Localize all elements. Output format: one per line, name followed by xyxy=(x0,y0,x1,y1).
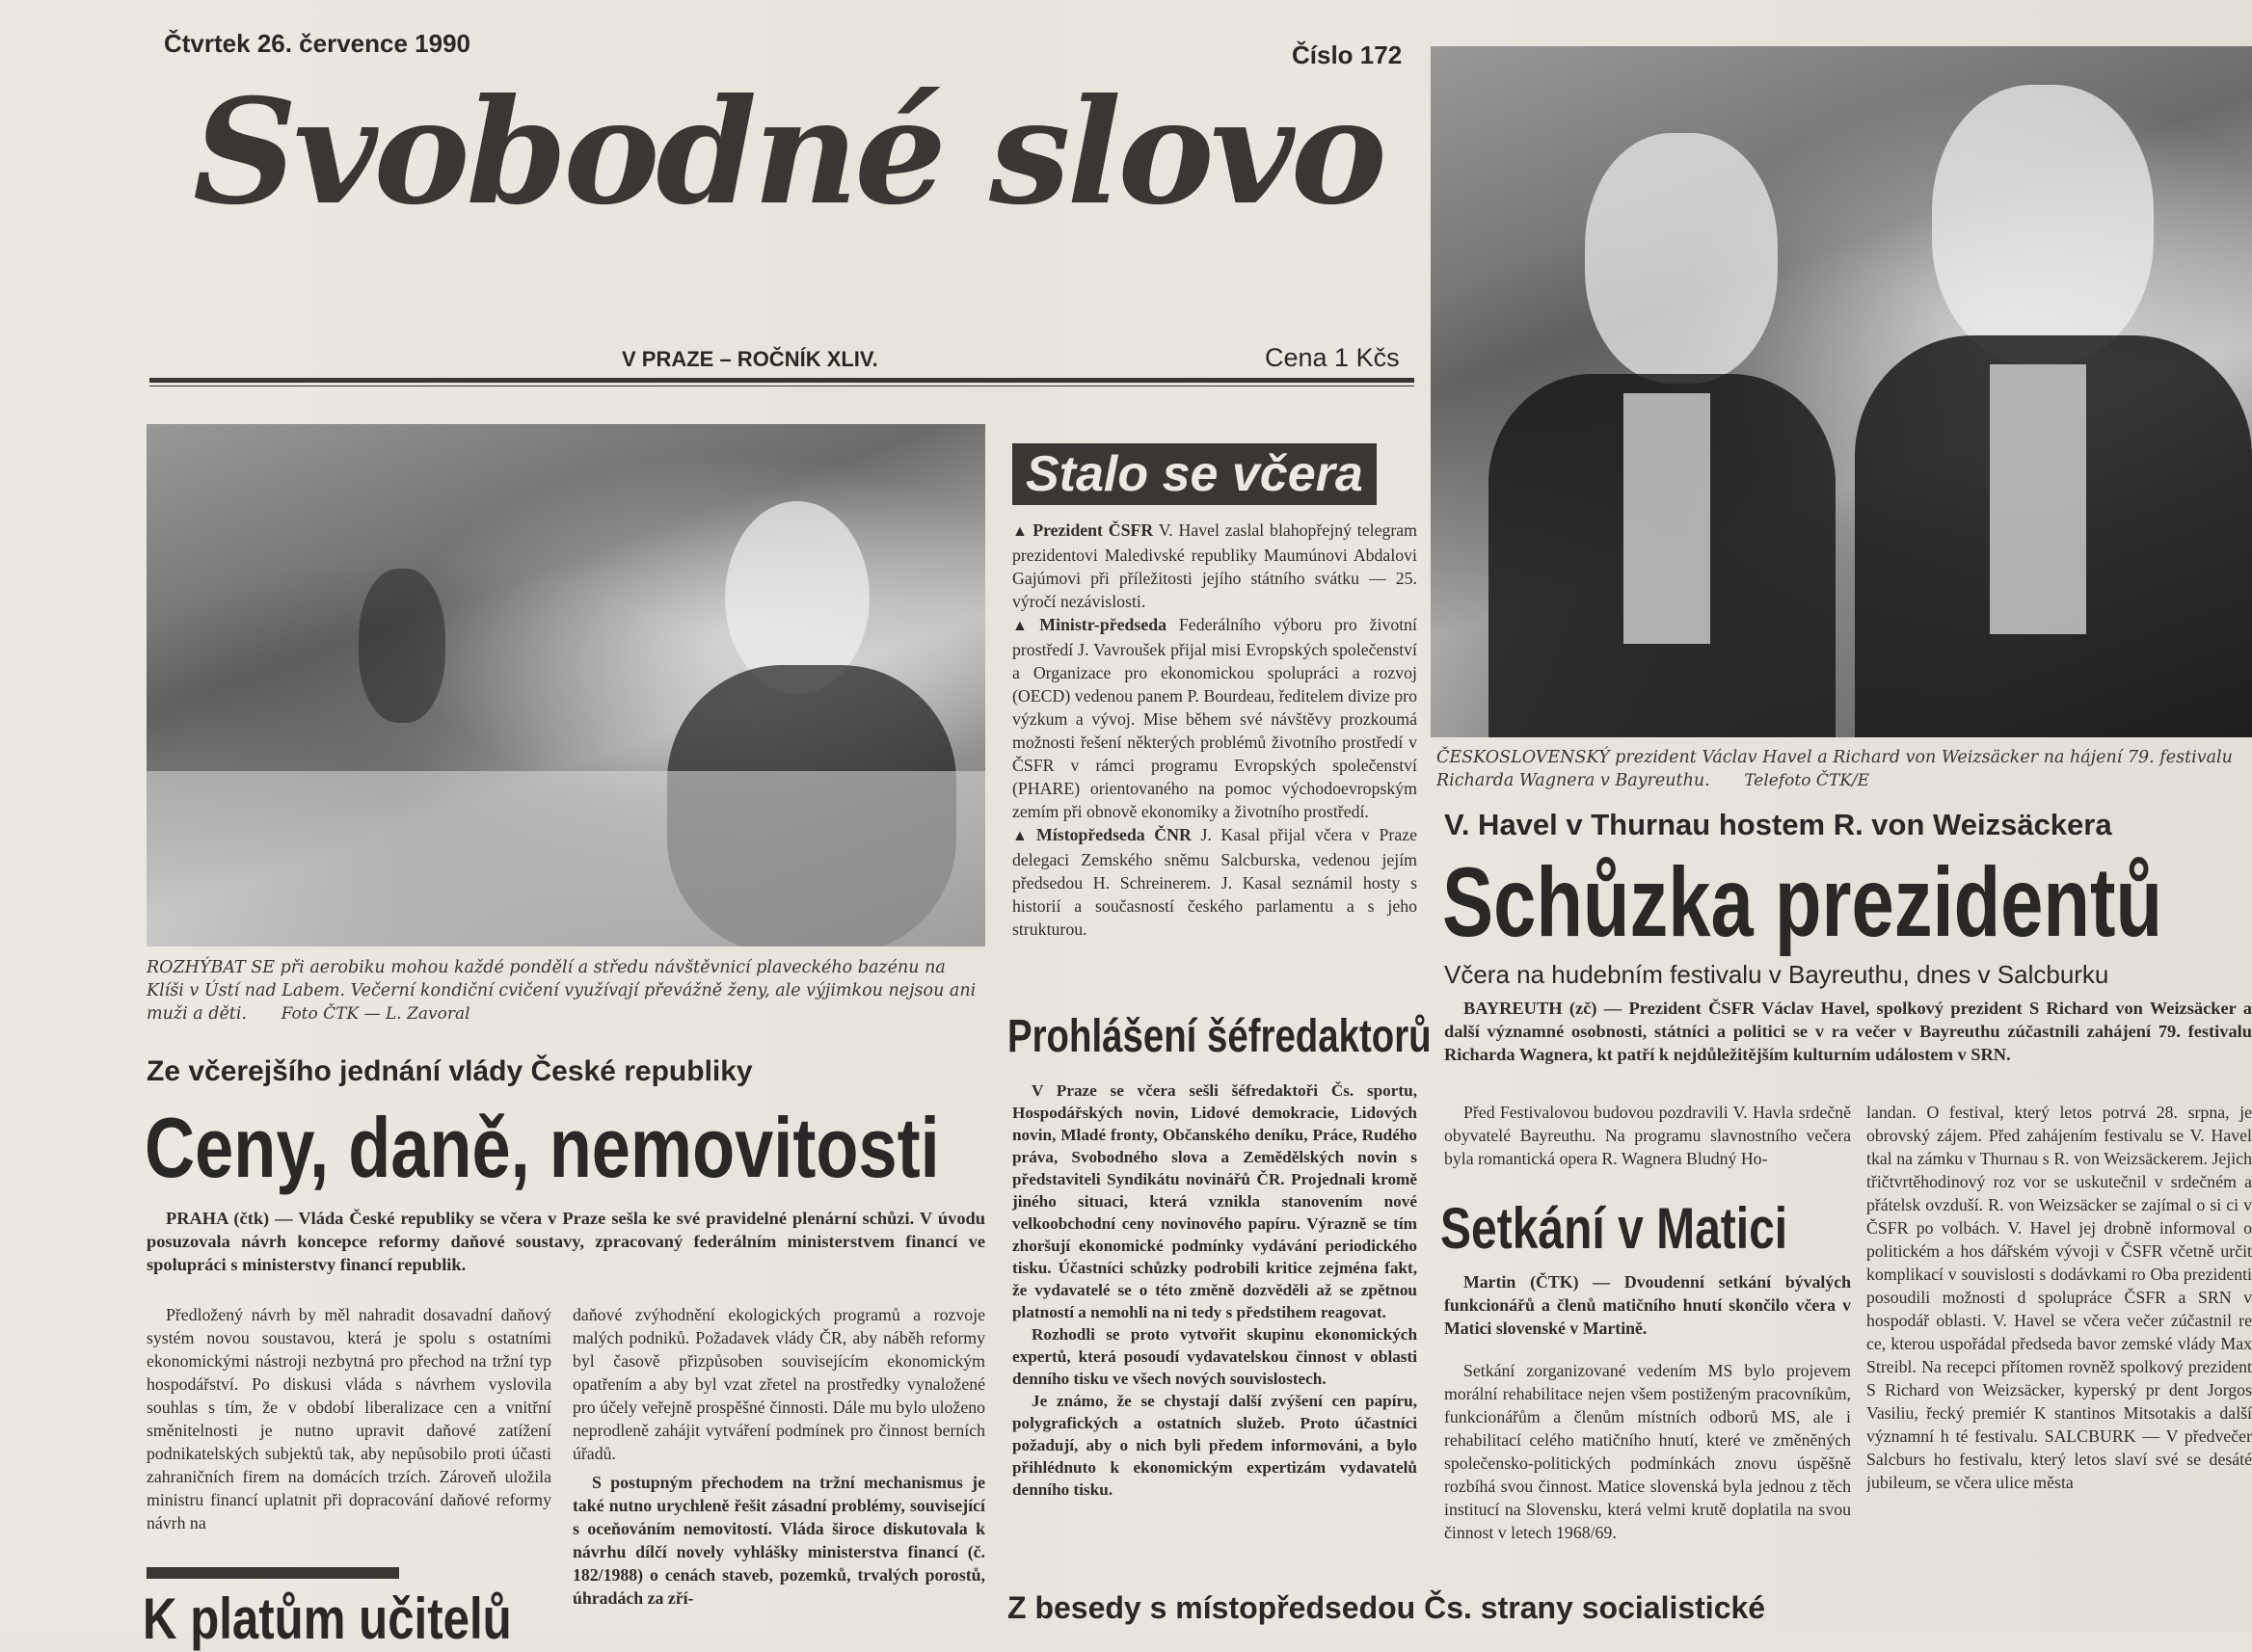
issue-number: Číslo 172 xyxy=(1292,40,1403,69)
prohlaseni-paragraph: Rozhodli se proto vytvořit skupinu ekonomických expertů, která posoudí vydavatelskou činnost v oblasti denního tisku ve všech nových souvislostech. xyxy=(1012,1325,1417,1388)
vlada-kicker: Ze včerejšího jednání vlády České republiky xyxy=(147,1055,753,1087)
stalo-column xyxy=(1012,519,1417,941)
stalo-title: Stalo se včera xyxy=(1012,443,1377,505)
havel-kicker: V. Havel v Thurnau hostem R. von Weizsäckera xyxy=(1444,808,2112,841)
aerobics-caption: ROZHÝBAT SE při aerobiku mohou každé pondělí a středu návštěvnicí plaveckého bazénu na Klíši v Ústí nad Labem. Večerní kondiční cvičení využívají převážně ženy, ale výjimkou nejsou ani muži a děti. Foto ČTK — L. Zavoral xyxy=(147,958,977,1024)
havel-lead: BAYREUTH (zč) — Prezident ČSFR Václav Havel, spolkový prezident S Richard von Weizsäcker a další významné osobnosti, státníci a politici se v ra večer v Bayreuthu zúčastnili zahájení 79. festivalu Richarda Wagnera, kt patří k nejdůležitějším kulturním událostem v SRN. xyxy=(1444,999,2252,1064)
havel-headline: Schůzka prezidentů xyxy=(1442,847,2163,957)
vlada-headline: Ceny, daně, nemovitosti xyxy=(145,1100,940,1195)
stalo-item: ▲ Ministr-předseda Federálního výboru pro životní prostředí J. Vavroušek přijal misi Evropských společenství a Organizace pro ekonomickou spolupráci a rozvoj (OECD) vedenou panem P. Bourdeau, ředitelem divize pro výzkum a vývoj. Mise během své návštěvy prozkoumá možnosti řešení některých problémů životního prostředí v ČSFR v rámci programu Evropských společenství (PHARE) orientovaného na pomoc východoevropským zemím při obnově ekonomiky a životního prostředí. xyxy=(1012,615,1417,821)
vlada-lead: PRAHA (čtk) — Vláda České republiky se včera v Praze sešla ke své pravidelné plenární schůzi. V úvodu posuzovala návrh koncepce reformy daňové soustavy, zpracovaný federálním ministerstvem financí ve spolupráci s ministerstvy financí republik. xyxy=(147,1209,985,1274)
prohlaseni-paragraph: V Praze se včera sešli šéfredaktoři Čs. sportu, Hospodářských novin, Lidové demokracie, Lidových novin, Mladé fronty, Občanského deníku, Práce, Rudého práva, Svobodného slova a Zemědělských novin s představiteli Syndikátu novinářů ČR. Projednali kromě jiného situaci, která vznikla stanovením nové velkoobchodní ceny novinového papíru. Výrazně se tím zhoršují ekonomické podmínky vydávání periodického tisku. Účastníci schůzky podrobili kritice zejména fakt, že vydavatelé se o této změně dozvěděli až se zpětnou platností a nemohli na ni tedy s předstihem reagovat. xyxy=(1012,1081,1417,1321)
masthead-place: V PRAZE – ROČNÍK XLIV. xyxy=(622,347,878,371)
stalo-item: ▲ Místopředseda ČNR J. Kasal přijal včera v Praze delegaci Zemského sněmu Salcburska, vedenou jejím předsedou H. Schreinerem. J. Kasal seznámil hosty s historií a současností českého parlamentu a s jeho strukturou. xyxy=(1012,825,1418,939)
presidents-photo xyxy=(1431,46,2252,737)
vlada-column-1: Předložený návrh by měl nahradit dosavadní daňový systém novou soustavou, která je spolu s ostatními ekonomickými nástroji nezbytná pro přechod na tržní typ hospodářství. Po diskusi vláda s návrhem vyslovila souhlas s tím, že v období liberalizace cen a vnitřní směnitelnosti je nutno upravit daňové zatížení podnikatelských subjektů tak, aby nepůsobilo proti účasti zahraničních firem na domácích trzích. Zároveň uložila ministru financí uplatnit při dopracování daňové reformy návrh na xyxy=(147,1305,551,1532)
issue-date: Čtvrtek 26. července 1990 xyxy=(164,29,471,58)
masthead-title: Svobodné slovo xyxy=(193,67,1383,237)
presidents-credit: Telefoto ČTK/E xyxy=(1744,771,1870,790)
matice-lead: Martin (ČTK) — Dvoudenní setkání bývalých funkcionářů a členů matičního hnutí skončilo včera v Matici slovenské v Martině. xyxy=(1444,1272,1851,1338)
masthead-rule xyxy=(149,378,1414,383)
ucitelu-headline: K platům učitelů xyxy=(143,1586,512,1651)
ucitelu-bar xyxy=(147,1567,399,1579)
besedy-headline: Z besedy s místopředsedou Čs. strany socialistické xyxy=(1007,1590,1766,1625)
stalo-item: ▲ Prezident ČSFR V. Havel zaslal blahopřejný telegram prezidentovi Maledivské republiky Maumúnovi Abdalovi Gajúmovi při příležitosti jejího státního svátku — 25. výročí nezávislosti. xyxy=(1012,520,1417,611)
havel-subtitle: Včera na hudebním festivalu v Bayreuthu, dnes v Salcburku xyxy=(1444,960,2109,989)
presidents-caption: ČESKOSLOVENSKÝ prezident Václav Havel a Richard von Weizsäcker na hájení 79. festivalu Richarda Wagnera v Bayreuthu. Telefoto ČTK/E xyxy=(1436,748,2233,790)
prohlaseni-title: Prohlášení šéfredaktorů xyxy=(1007,1011,1432,1062)
aerobics-credit: Foto ČTK — L. Zavoral xyxy=(281,1004,470,1024)
matice-headline: Setkání v Matici xyxy=(1440,1196,1788,1261)
aerobics-photo xyxy=(147,424,985,946)
matice-body: Setkání zorganizované vedením MS bylo projevem morální rehabilitace nejen všem postiženým pracovníkům, funkcionářům a členům místních odborů MS, ale i rehabilitací celého matičního hnutí, které ve změněných společensko-politických podmínkách znovu úspěšně rozbíhá svou činnost. Matice slovenská byla jednou z těch institucí na Slovensku, která velmi krutě doplatila na svou činnost v letech 1968/69. xyxy=(1444,1361,1851,1542)
havel-column-1: Před Festivalovou budovou pozdravili V. Havla srdečně obyvatelé Bayreuthu. Na programu slavnostního večera byla romantická opera R. Wagnera Bludný Ho- xyxy=(1444,1103,1851,1168)
havel-column-2: landan. O festival, který letos potrvá 28. srpna, je obrovský zájem. Před zahájením festivalu se V. Havel tkal na zámku v Thurnau s R. von Weizsäckerem. Jejich třičtvrtěhodinový roz vor se uskutečnil v srdečném a přátelsk ovzduší. R. von Weizsäcker se zajímal o si ci v ČSFR po volbách. V. Havel jej drobně informoval o politickém a hos dářském vývoji v ČSFR včetně určit komplikací v souvislosti s dodávkami ro Oba prezidenti posoudili možnosti d spolupráce ČSFR a SRN v hospodář oblasti. V. Havel se včera večer zúčastnil re ce, kterou uspořádal předseda bavor zemské vlády Max Streibl. Na recepci přítomen rovněž spolkový prezident S Richard von Weizsäcker, kyperský pr dent Jorgos Vasiliu, řecký premiér K stantinos Mitsotakis a další významní h té festivalu. SALCBURK — V předvečer Salcburs ho festivalu, který letos slaví své se desáté jubileum, se včera ulice města xyxy=(1866,1103,2252,1492)
vlada-column-2: daňové zvýhodnění ekologických programů a rozvoje malých podniků. Požadavek vlády ČR, aby náběh reformy byl časově přizpůsoben souvisejícím ekonomickým opatřením a aby byl vzat zřetel na prostředky vynaložené pro účely veřejně prospěšné činnosti. Dále mu bylo uloženo neprodleně zahájit vytváření podmínek pro činnost berních úřadů. S postupným přechodem na tržní mechanismus je také nutno urychleně řešit zásadní problémy, související s oceňováním nemovitostí. Vláda široce diskutovala k návrhu dílčí novely vyhlášky ministerstva financí (č. 182/1988) o cenách staveb, pozemků, trvalých porostů, úhradách za zří- xyxy=(573,1305,985,1608)
masthead-price: Cena 1 Kčs xyxy=(1265,343,1400,372)
prohlaseni-paragraph: Je známo, že se chystají další zvýšení cen papíru, polygrafických a ostatních služeb. Proto účastníci požadují, aby o nich byli předem informováni, a bylo přihlédnuto k ekonomickým expertizám vydavatelů denního tisku. xyxy=(1012,1392,1417,1499)
prohlaseni-body xyxy=(1012,1079,1417,1501)
